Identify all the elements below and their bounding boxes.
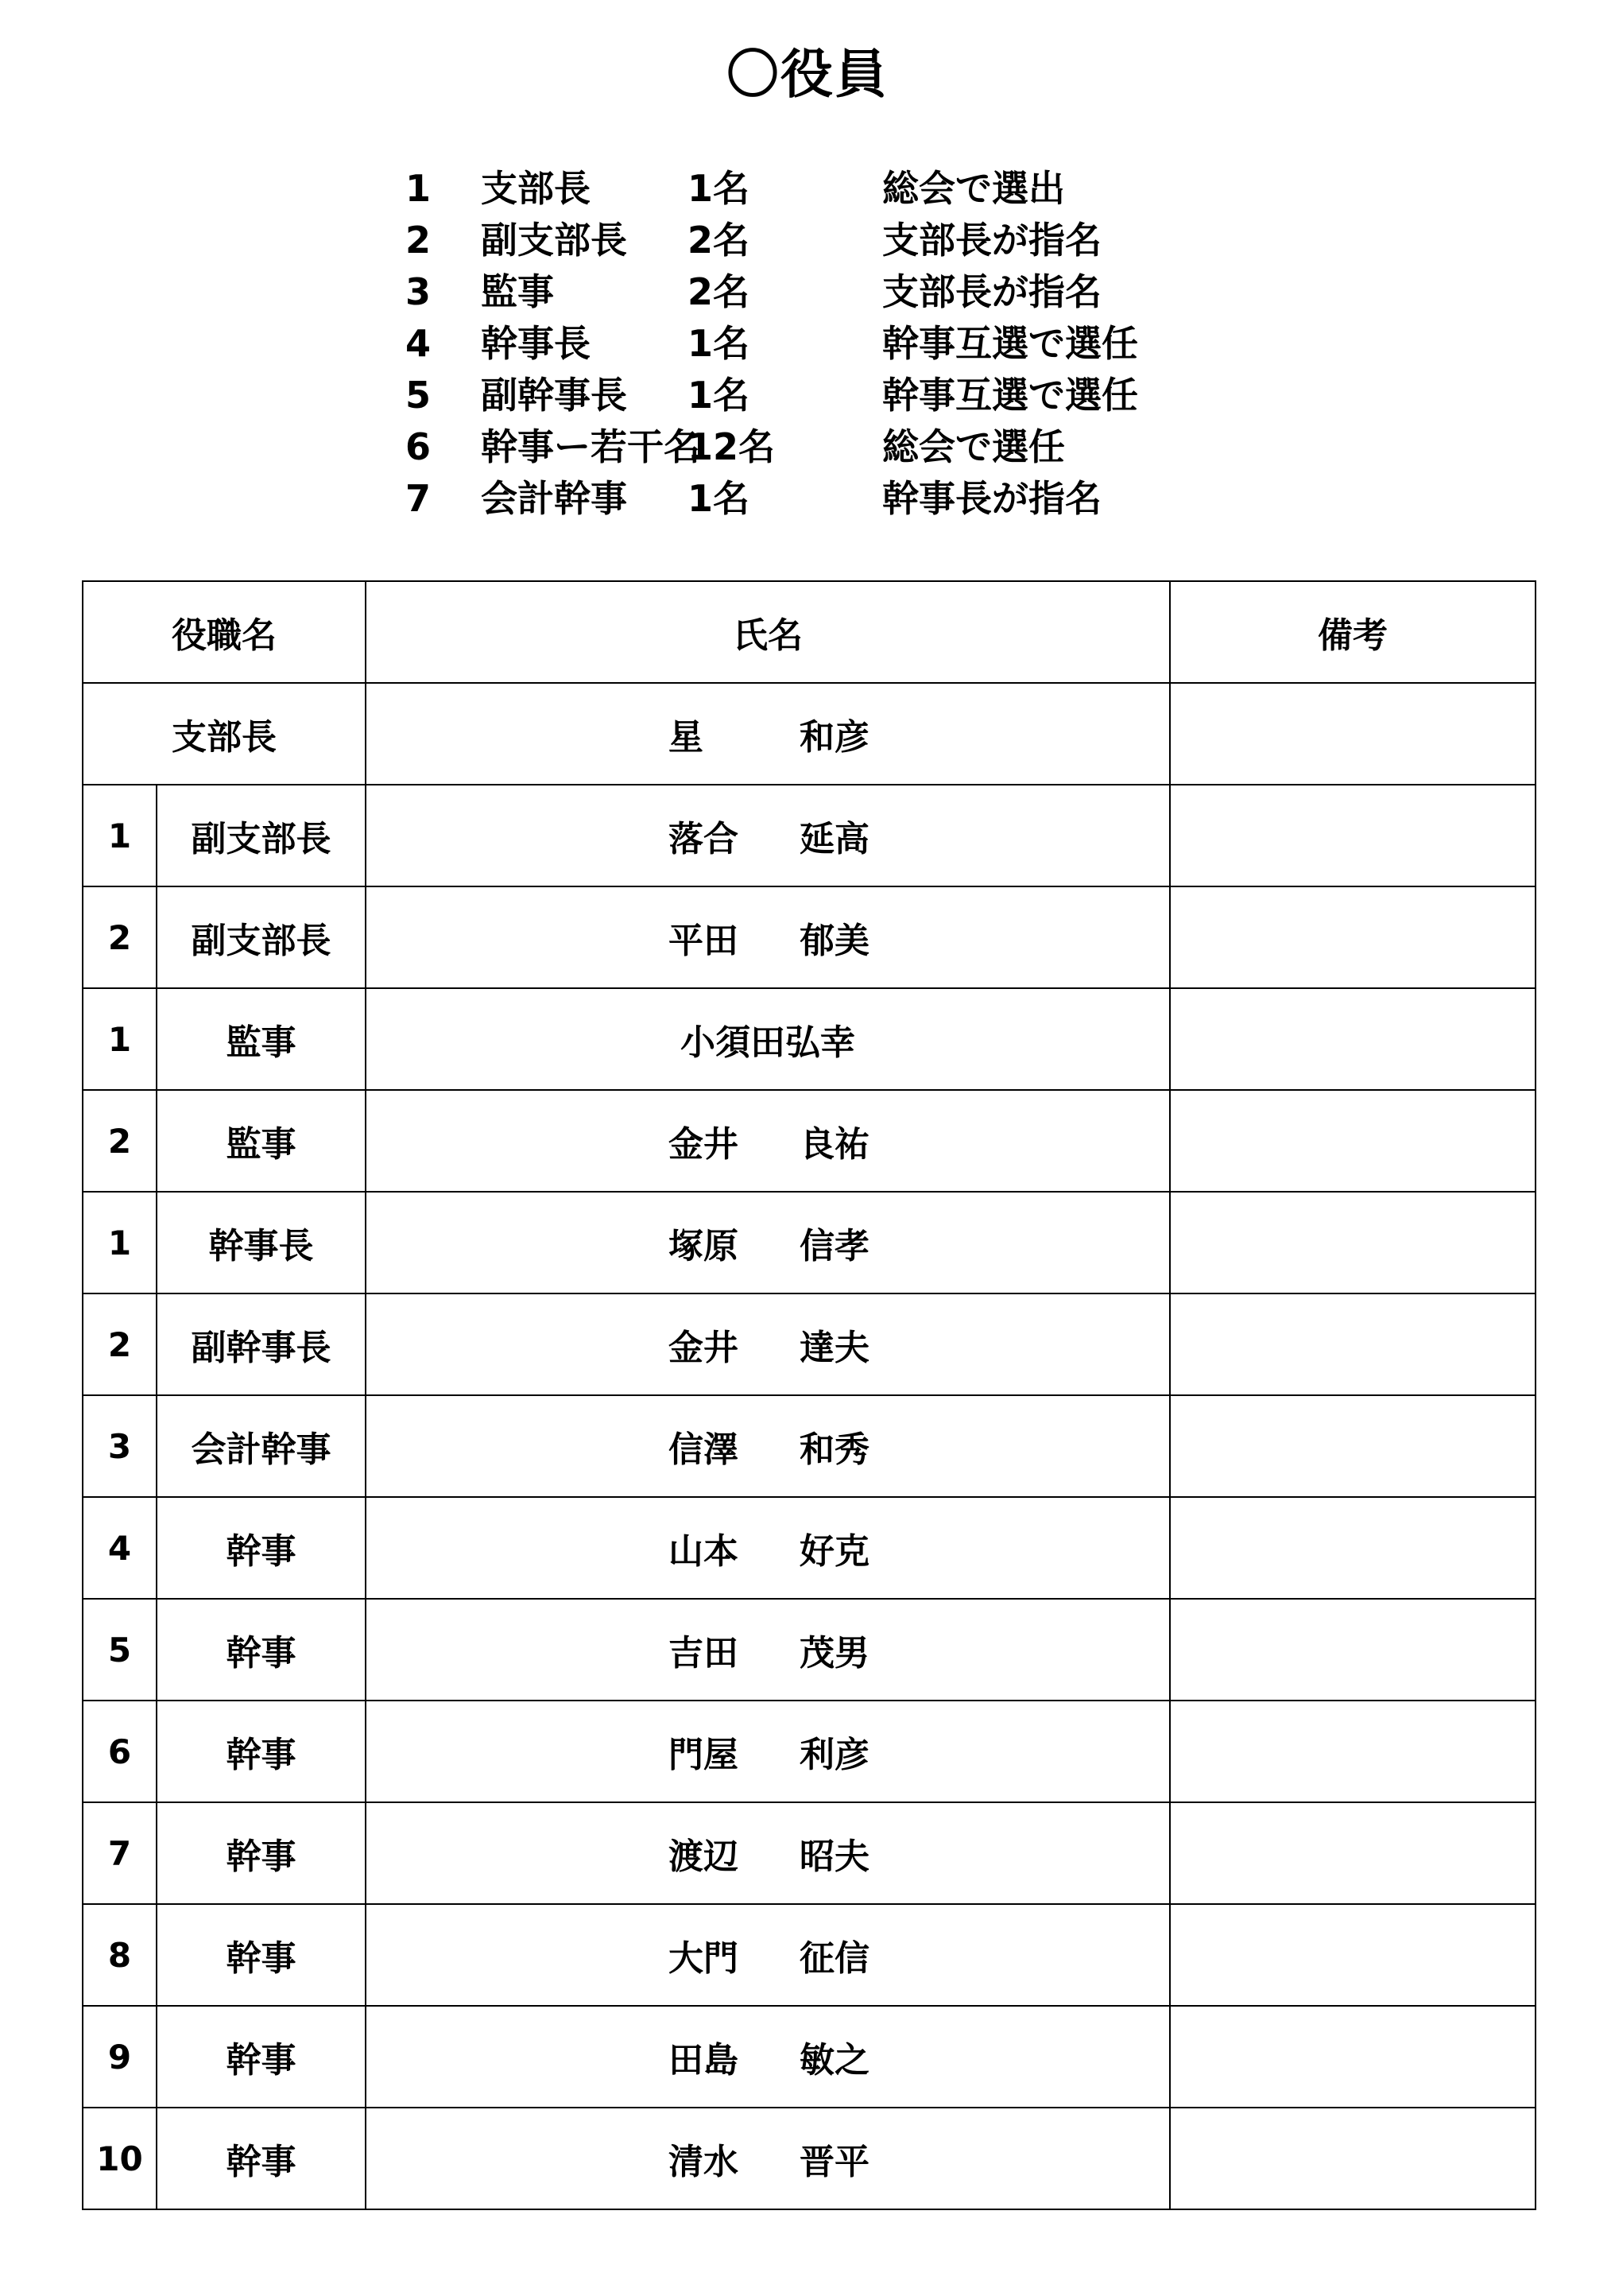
note-cell (1170, 886, 1536, 988)
family-name: 渡辺 (668, 1836, 738, 1877)
row-number: 9 (83, 2006, 157, 2108)
note-cell (1170, 2108, 1536, 2209)
table-row (83, 1701, 1536, 1802)
note-cell (1170, 2006, 1536, 2108)
given-name: 和秀 (800, 1429, 869, 1470)
role-cell: 幹事 (157, 2006, 366, 2108)
note-cell (1170, 1090, 1536, 1192)
given-name: 利彦 (800, 1735, 869, 1775)
table-row (83, 886, 1536, 988)
role-cell: 支部長 (83, 683, 366, 785)
name-cell (366, 1192, 1170, 1293)
role-number: 6 (405, 425, 432, 468)
table-row (83, 1599, 1536, 1701)
role-number: 5 (405, 374, 432, 417)
role-title: 支部長 (481, 167, 591, 210)
note-cell (1170, 1395, 1536, 1497)
table-header-row (83, 581, 1536, 683)
role-title: 監事 (481, 270, 554, 313)
name-cell (366, 1497, 1170, 1599)
family-name: 星 (668, 717, 703, 758)
family-name: 門屋 (668, 1735, 738, 1775)
name-cell (366, 1904, 1170, 2006)
role-count: 1名 (687, 374, 750, 417)
given-name: 和彦 (800, 717, 869, 758)
note-cell (1170, 1701, 1536, 1802)
officers-table (82, 580, 1536, 2210)
table-row (83, 1395, 1536, 1497)
role-list-item (405, 318, 1359, 370)
header-note: 備考 (1170, 581, 1536, 683)
given-name: 信孝 (800, 1226, 869, 1266)
table-row (83, 2108, 1536, 2209)
given-name: 良祐 (800, 1124, 869, 1165)
role-method: 支部長が指名 (882, 270, 1102, 313)
name-cell (366, 785, 1170, 886)
role-method: 総会で選任 (882, 425, 1065, 468)
row-number: 1 (83, 785, 157, 886)
table-row (83, 1904, 1536, 2006)
role-list (405, 163, 1359, 525)
note-cell (1170, 1802, 1536, 1904)
name-cell (366, 988, 1170, 1090)
role-cell: 幹事 (157, 1599, 366, 1701)
role-cell: 幹事 (157, 1701, 366, 1802)
role-method: 幹事長が指名 (882, 477, 1102, 520)
given-name: 茂男 (800, 1633, 869, 1674)
name-cell (366, 1802, 1170, 1904)
family-name: 金井 (668, 1124, 738, 1165)
family-name: 清水 (668, 2142, 738, 2182)
role-cell: 副支部長 (157, 785, 366, 886)
full-name: 小須田弘幸 (680, 1022, 855, 1063)
role-count: 2名 (687, 270, 750, 313)
row-number: 8 (83, 1904, 157, 2006)
family-name: 金井 (668, 1328, 738, 1368)
role-count: 1名 (687, 167, 750, 210)
role-title: 副幹事長 (481, 374, 627, 417)
role-list-item (405, 215, 1359, 266)
family-name: 田島 (668, 2040, 738, 2081)
header-name: 氏名 (366, 581, 1170, 683)
name-cell (366, 1395, 1170, 1497)
name-cell (366, 2108, 1170, 2209)
role-count: 12名 (687, 425, 776, 468)
table-row (83, 1802, 1536, 1904)
row-number: 2 (83, 1090, 157, 1192)
role-method: 総会で選出 (882, 167, 1065, 210)
given-name: 征信 (800, 1938, 869, 1979)
given-name: 好克 (800, 1531, 869, 1572)
table-row (83, 683, 1536, 785)
role-method: 幹事互選で選任 (882, 322, 1138, 365)
table-row (83, 1497, 1536, 1599)
role-number: 4 (405, 322, 432, 365)
table-row (83, 988, 1536, 1090)
role-number: 7 (405, 477, 432, 520)
row-number: 7 (83, 1802, 157, 1904)
given-name: 晋平 (800, 2142, 869, 2182)
role-title: 副支部長 (481, 219, 627, 262)
note-cell (1170, 1497, 1536, 1599)
family-name: 吉田 (668, 1633, 738, 1674)
family-name: 山本 (668, 1531, 738, 1572)
role-count: 2名 (687, 219, 750, 262)
row-number: 3 (83, 1395, 157, 1497)
name-cell (366, 1599, 1170, 1701)
name-cell (366, 1701, 1170, 1802)
given-name: 敏之 (800, 2040, 869, 2081)
table-row (83, 1192, 1536, 1293)
family-name: 平田 (668, 921, 738, 961)
role-list-item (405, 163, 1359, 215)
name-cell (366, 683, 1170, 785)
role-list-item (405, 473, 1359, 525)
family-name: 信澤 (668, 1429, 738, 1470)
role-cell: 監事 (157, 988, 366, 1090)
role-cell: 幹事 (157, 1802, 366, 1904)
role-cell: 会計幹事 (157, 1395, 366, 1497)
page-title: 〇役員 (726, 44, 889, 105)
role-count: 1名 (687, 477, 750, 520)
table-row (83, 785, 1536, 886)
role-title: 会計幹事 (481, 477, 627, 520)
given-name: 昭夫 (800, 1836, 869, 1877)
role-list-item (405, 370, 1359, 421)
family-name: 大門 (668, 1938, 738, 1979)
note-cell (1170, 1192, 1536, 1293)
role-cell: 監事 (157, 1090, 366, 1192)
role-count: 1名 (687, 322, 750, 365)
role-cell: 幹事 (157, 2108, 366, 2209)
row-number: 1 (83, 1192, 157, 1293)
given-name: 延高 (800, 819, 869, 859)
role-title: 幹事長 (481, 322, 591, 365)
table-row (83, 2006, 1536, 2108)
role-number: 3 (405, 270, 432, 313)
note-cell (1170, 1904, 1536, 2006)
row-number: 6 (83, 1701, 157, 1802)
role-number: 1 (405, 167, 432, 210)
role-list-item (405, 421, 1359, 473)
note-cell (1170, 1293, 1536, 1395)
given-name: 郁美 (800, 921, 869, 961)
row-number: 10 (83, 2108, 157, 2209)
note-cell (1170, 683, 1536, 785)
header-role: 役職名 (83, 581, 366, 683)
table-row (83, 1293, 1536, 1395)
role-cell: 副幹事長 (157, 1293, 366, 1395)
role-title: 幹事ー若干名 (481, 425, 700, 468)
role-list-item (405, 266, 1359, 318)
row-number: 1 (83, 988, 157, 1090)
row-number: 2 (83, 1293, 157, 1395)
name-cell (366, 1293, 1170, 1395)
row-number: 2 (83, 886, 157, 988)
note-cell (1170, 1599, 1536, 1701)
name-cell (366, 2006, 1170, 2108)
given-name: 達夫 (800, 1328, 869, 1368)
note-cell (1170, 785, 1536, 886)
name-cell (366, 886, 1170, 988)
family-name: 落合 (668, 819, 738, 859)
role-cell: 幹事長 (157, 1192, 366, 1293)
role-number: 2 (405, 219, 432, 262)
role-cell: 幹事 (157, 1497, 366, 1599)
table-row (83, 1090, 1536, 1192)
name-cell (366, 1090, 1170, 1192)
role-cell: 幹事 (157, 1904, 366, 2006)
role-method: 幹事互選で選任 (882, 374, 1138, 417)
family-name: 塚原 (668, 1226, 738, 1266)
role-cell: 副支部長 (157, 886, 366, 988)
note-cell (1170, 988, 1536, 1090)
row-number: 4 (83, 1497, 157, 1599)
role-method: 支部長が指名 (882, 219, 1102, 262)
row-number: 5 (83, 1599, 157, 1701)
